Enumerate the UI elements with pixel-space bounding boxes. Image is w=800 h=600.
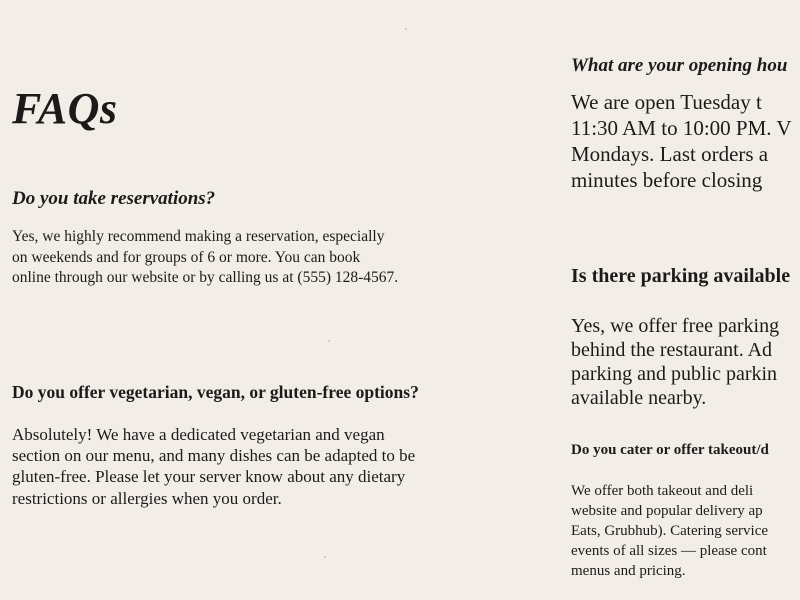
faq-question-dietary-options: Do you offer vegetarian, vegan, or gluten-free options? (12, 382, 419, 402)
paper-speck (328, 340, 330, 342)
paper-speck (324, 556, 326, 558)
faq-answer-reservations (12, 227, 398, 289)
answer-line: Yes, we highly recommend making a reservation, especially (12, 228, 385, 245)
answer-line: Mondays. Last orders a (571, 142, 769, 166)
faq-answer-parking (571, 314, 779, 410)
answer-line: events of all sizes — please cont (571, 543, 767, 559)
answer-line: menus and pricing. (571, 563, 686, 579)
answer-line: 11:30 AM to 10:00 PM. V (571, 116, 792, 140)
faq-answer-catering-takeout (571, 481, 768, 581)
answer-line: We offer both takeout and deli (571, 483, 754, 499)
answer-line: available nearby. (571, 387, 707, 409)
answer-line: Yes, we offer free parking (571, 315, 780, 337)
answer-line: Absolutely! We have a dedicated vegetarian and vegan (12, 425, 385, 444)
page-title: FAQs (12, 84, 118, 134)
answer-line: minutes before closing (571, 168, 763, 192)
answer-line: section on our menu, and many dishes can be adapted to be (12, 446, 416, 466)
answer-line: online through our website or by calling us at (555) 128-4567. (12, 269, 399, 286)
paper-speck (405, 28, 407, 30)
answer-line: website and popular delivery ap (571, 503, 763, 519)
answer-line: restrictions or allergies when you order. (12, 488, 282, 508)
answer-line: parking and public parkin (571, 363, 778, 385)
faq-question-reservations: Do you take reservations? (12, 188, 216, 209)
faq-answer-opening-hours (571, 89, 792, 193)
answer-line: gluten-free. Please let your server know about any dietary (12, 467, 406, 487)
faq-question-parking: Is there parking available (571, 265, 791, 287)
answer-line: behind the restaurant. Ad (571, 339, 773, 361)
faq-question-opening-hours: What are your opening hou (571, 55, 788, 76)
answer-line: Eats, Grubhub). Catering service (571, 523, 769, 539)
answer-line: We are open Tuesday t (571, 90, 762, 114)
faq-answer-dietary-options (12, 424, 415, 509)
answer-line: on weekends and for groups of 6 or more. You can book (12, 248, 361, 266)
faq-question-catering-takeout: Do you cater or offer takeout/d (571, 442, 769, 458)
